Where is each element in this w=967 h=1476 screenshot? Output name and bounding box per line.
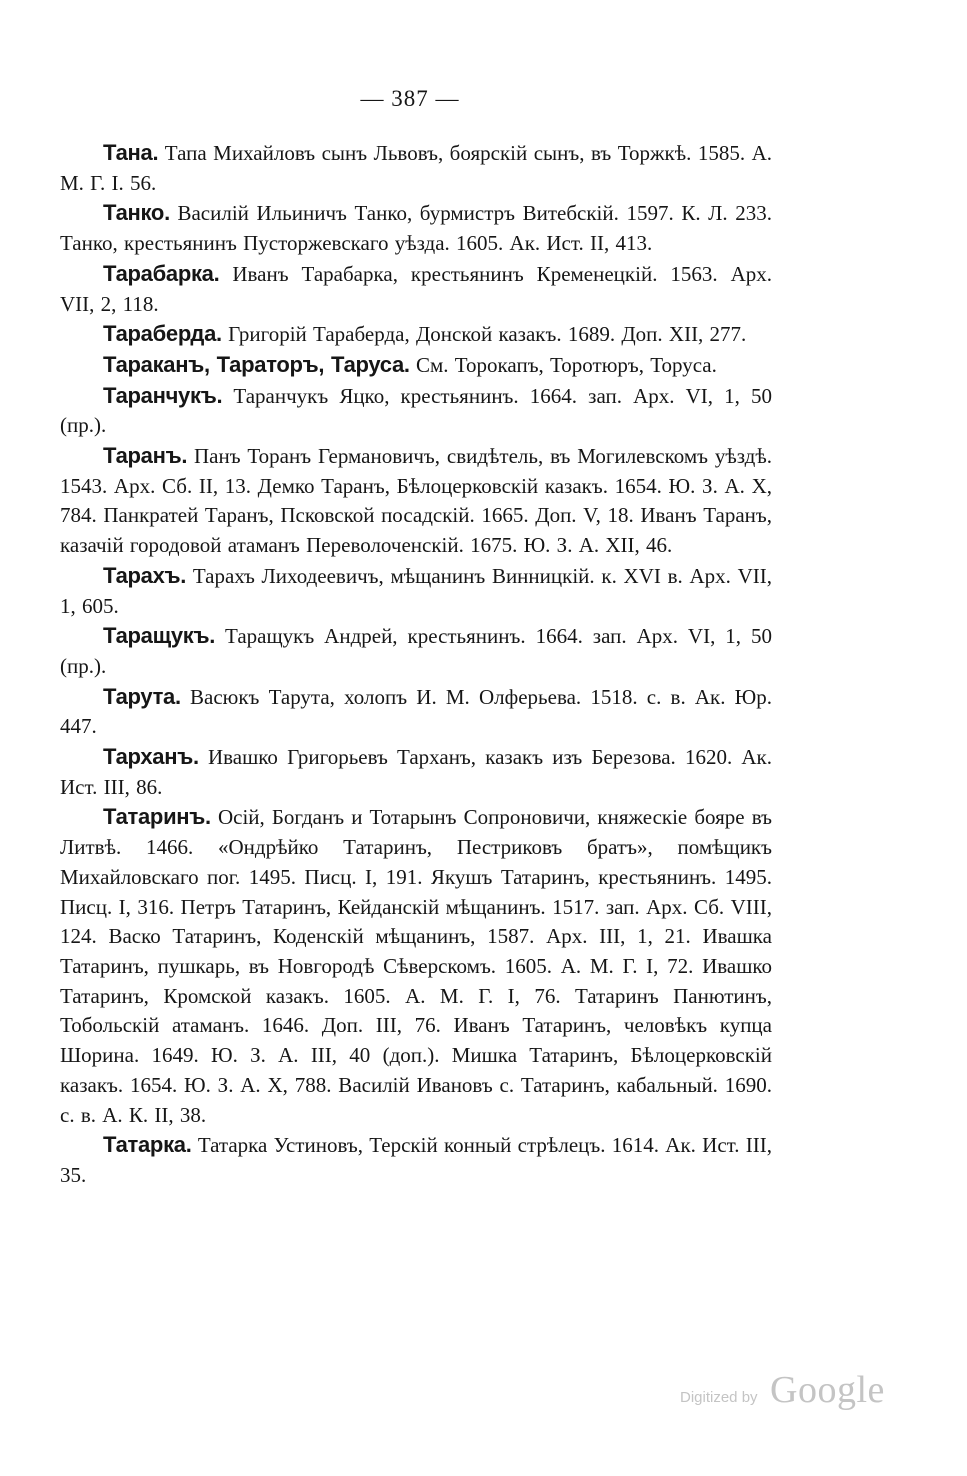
- dictionary-entry: [60, 742, 772, 802]
- entry-headword: Тараканъ, Тараторъ, Таруса.: [103, 351, 410, 377]
- google-logo: Google: [770, 1369, 885, 1411]
- entry-headword: Таранъ.: [103, 443, 188, 469]
- dictionary-entry: [60, 198, 772, 258]
- dictionary-entry: [60, 441, 772, 561]
- dictionary-entry: [60, 381, 772, 441]
- entry-text: Васюкъ Тарута, холопъ И. М. Олферьева. 1518. с. в. Ак. Юр. 447.: [60, 684, 772, 739]
- entry-text: Григорій Тараберда, Донской казакъ. 1689. Доп. XII, 277.: [228, 322, 747, 347]
- entry-text: Иванъ Тарабарка, крестьянинъ Кременецкій. 1563. Арх. VII, 2, 118.: [60, 261, 772, 316]
- dictionary-entry: [60, 561, 772, 621]
- entry-text: Василій Ильиничъ Танко, бурмистръ Витебскій. 1597. К. Л. 233. Танко, крестьянинъ Пусторжевскаго уѣзда. 1605. Ак. Ист. II, 413.: [60, 201, 772, 256]
- entry-headword: Тарабарка.: [103, 260, 220, 286]
- entry-text: Панъ Торанъ Германовичъ, свидѣтель, въ Могилевскомъ уѣздѣ. 1543. Арх. Сб. II, 13. Демко Таранъ, Бѣлоцерковскій казакъ. 1654. Ю. З. А. X, 784. Панкратей Таранъ, Псковской посадскій. 1665. Доп. V, 18. Иванъ Таранъ, казачій городовой атаманъ Переволоченскій. 1675. Ю. З. А. XII, 46.: [60, 444, 772, 558]
- entry-text: Татарка Устиновъ, Терскій конный стрѣлецъ. 1614. Ак. Ист. III, 35.: [60, 1133, 773, 1187]
- entry-text: Таранчукъ Яцко, крестьянинъ. 1664. зап. Арх. VI, 1, 50 (пр.).: [60, 383, 773, 438]
- dictionary-entry: [60, 621, 772, 681]
- dictionary-entry: [60, 319, 772, 350]
- entry-text: Таращукъ Андрей, крестьянинъ. 1664. зап. Арх. VI, 1, 50 (пр.).: [60, 624, 773, 678]
- dictionary-entry: [60, 802, 772, 1130]
- page-number: — 387 —: [360, 86, 460, 111]
- entry-headword: Татаринъ.: [103, 804, 211, 830]
- entry-headword: Тарханъ.: [103, 744, 199, 770]
- entry-text: Ивашко Григорьевъ Тарханъ, казакъ изъ Березова. 1620. Ак. Ист. III, 86.: [60, 745, 772, 799]
- dictionary-entry: [60, 1130, 772, 1190]
- watermark-prefix: Digitized by: [680, 1389, 758, 1406]
- entry-text: См. Торокапъ, Торотюръ, Торуса.: [415, 352, 717, 377]
- entry-headword: Таращукъ.: [103, 623, 216, 649]
- dictionary-entry: [60, 138, 772, 198]
- entry-text: Тарахъ Лиходеевичъ, мѣщанинъ Винницкій. к. XVI в. Арх. VII, 1, 605.: [60, 563, 772, 618]
- dictionary-entry: [60, 350, 772, 381]
- dictionary-entry: [60, 259, 772, 319]
- entry-text: Тапа Михайловъ сынъ Львовъ, боярскій сынъ, въ Торжкѣ. 1585. А. М. Г. I. 56.: [60, 141, 772, 195]
- entry-headword: Татарка.: [103, 1132, 192, 1158]
- entry-text: Осій, Богданъ и Тотарынъ Сопроновичи, княжескіе бояре въ Литвѣ. 1466. «Ондрѣйко Татаринъ, Пестриковъ братъ», помѣщикъ Михайловскаго пог. 1495. Писц. I, 191. Якушъ Татаринъ, крестьянинъ. 1495. Писц. I, 316. Петръ Татаринъ, Кейданскій мѣщанинъ. 1517. зап. Арх. Сб. VIII, 124. Васко Татаринъ, Коденскій мѣщанинъ, 1587. Арх. III, 1, 21. Ивашка Татаринъ, пушкарь, въ Новгородѣ Сѣверскомъ. 1605. А. М. Г. I, 72. Ивашко Татаринъ, Кромской казакъ. 1605. А. М. Г. I, 76. Татаринъ Панютинъ, Тобольскій атаманъ. 1646. Доп. III, 76. Иванъ Татаринъ, человѣкъ купца Шорина. 1649. Ю. З. А. III, 40 (доп.). Мишка Татаринъ, Бѣлоцерковскій казакъ. 1654. Ю. З. А. X, 788. Василій Ивановъ с. Татаринъ, кабальный. 1690. с. в. А. К. II, 38.: [60, 805, 772, 1127]
- entry-headword: Тараберда.: [103, 321, 222, 347]
- entry-headword: Тарахъ.: [103, 562, 187, 588]
- entry-headword: Танко.: [103, 200, 170, 226]
- entry-headword: Тарута.: [103, 683, 181, 709]
- dictionary-entries: [60, 138, 772, 1191]
- entry-headword: Таранчукъ.: [103, 382, 223, 408]
- entry-headword: Тана.: [103, 140, 159, 165]
- digitized-watermark: [680, 1369, 890, 1412]
- dictionary-entry: [60, 682, 772, 742]
